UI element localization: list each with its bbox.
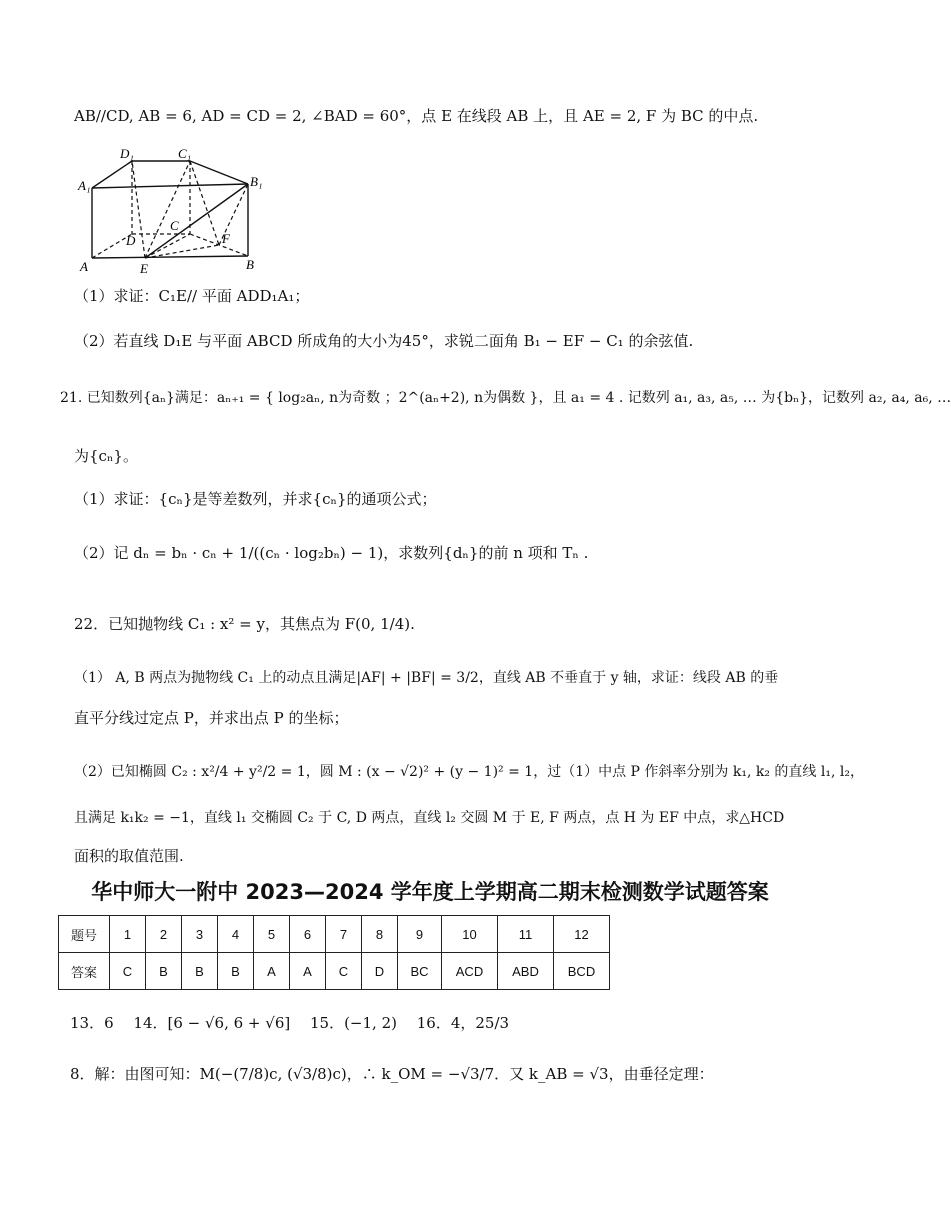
text-line-6: （1）求证：{cₙ}是等差数列，并求{cₙ}的通项公式； [74, 490, 437, 508]
table-cell: B [218, 953, 254, 990]
table-cell: ABD [498, 953, 554, 990]
table-cell: 1 [110, 916, 146, 953]
text-line-11: （2）已知椭圆 C₂ : x²/4 + y²/2 = 1，圆 M : (x − √2)² + (y − 1)² = 1，过（1）中点 P 作斜率分别为 k₁, k₂ 的直线 l₁, l₂， [74, 764, 864, 780]
text-line-13: 面积的取值范围. [74, 847, 184, 865]
text-line-15: 8．解：由图可知：M(−(7/8)c, (√3/8)c)，∴ k_OM = −√3/7．又 k_AB = √3，由垂径定理： [70, 1065, 714, 1083]
label-C1: C₁ [178, 146, 192, 161]
table-cell: C [326, 953, 362, 990]
table-row-answers [59, 953, 610, 990]
text-line-3: （2）若直线 D₁E 与平面 ABCD 所成角的大小为45°，求锐二面角 B₁ − EF − C₁ 的余弦值. [74, 332, 694, 350]
table-row-numbers [59, 916, 610, 953]
label-B: B [246, 257, 254, 272]
label-B1: B₁ [250, 174, 263, 189]
text-line-12: 且满足 k₁k₂ = −1，直线 l₁ 交椭圆 C₂ 于 C, D 两点，直线 l₂ 交圆 M 于 E, F 两点，点 H 为 EF 中点，求△HCD [74, 810, 785, 826]
text-line-7: （2）记 dₙ = bₙ · cₙ + 1/((cₙ · log₂bₙ) − 1)，求数列{dₙ}的前 n 项和 Tₙ . [74, 544, 589, 562]
answer-table [58, 915, 610, 990]
text-line-1: AB//CD, AB = 6, AD = CD = 2, ∠BAD = 60°，点 E 在线段 AB 上，且 AE = 2, F 为 BC 的中点. [74, 107, 759, 125]
table-cell: A [290, 953, 326, 990]
text-line-5: 为{cₙ}。 [74, 447, 138, 465]
label-D: D [126, 233, 136, 248]
table-cell: 5 [254, 916, 290, 953]
table-cell: 6 [290, 916, 326, 953]
text-line-10: 直平分线过定点 P，并求出点 P 的坐标； [74, 709, 349, 727]
table-cell: 4 [218, 916, 254, 953]
table-cell: ACD [442, 953, 498, 990]
table-cell: 9 [398, 916, 442, 953]
label-D1: D₁ [120, 146, 134, 161]
table-cell: 10 [442, 916, 498, 953]
table-cell: B [146, 953, 182, 990]
table-cell: 12 [554, 916, 610, 953]
table-cell: 7 [326, 916, 362, 953]
text-line-8: 22．已知抛物线 C₁ : x² = y，其焦点为 F(0, 1/4). [74, 615, 415, 633]
answer-heading: 华中师大一附中 2023—2024 学年度上学期高二期末检测数学试题答案 [91, 880, 769, 904]
table-cell: 11 [498, 916, 554, 953]
text-line-14: 13．6 14．[6 − √6, 6 + √6] 15．(−1, 2) 16．4，25/3 [70, 1014, 510, 1032]
table-cell: 2 [146, 916, 182, 953]
text-line-9: （1） A, B 两点为抛物线 C₁ 上的动点且满足|AF| + |BF| = 3/2，直线 AB 不垂直于 y 轴，求证：线段 AB 的垂 [74, 670, 779, 686]
table-cell: B [182, 953, 218, 990]
table-cell: BC [398, 953, 442, 990]
table-cell: 答案 [59, 953, 110, 990]
table-cell: A [254, 953, 290, 990]
table-cell: 题号 [59, 916, 110, 953]
label-A: A [80, 259, 88, 274]
label-F: F [222, 231, 230, 246]
label-C: C [170, 218, 179, 233]
table-cell: 8 [362, 916, 398, 953]
label-E: E [140, 261, 148, 276]
table-cell: BCD [554, 953, 610, 990]
table-cell: D [362, 953, 398, 990]
text-line-2: （1）求证：C₁E// 平面 ADD₁A₁； [74, 287, 310, 305]
label-A1: A₁ [78, 178, 91, 193]
table-cell: 3 [182, 916, 218, 953]
table-cell: C [110, 953, 146, 990]
prism-figure [74, 140, 274, 280]
text-line-4: 21. 已知数列{aₙ}满足：aₙ₊₁ = { log₂aₙ, n为奇数 ；2^(aₙ+2), n为偶数 }，且 a₁ = 4 . 记数列 a₁, a₃, a₅, … 为{bₙ}，记数列 a₂, a₄, a₆, … [60, 390, 951, 406]
